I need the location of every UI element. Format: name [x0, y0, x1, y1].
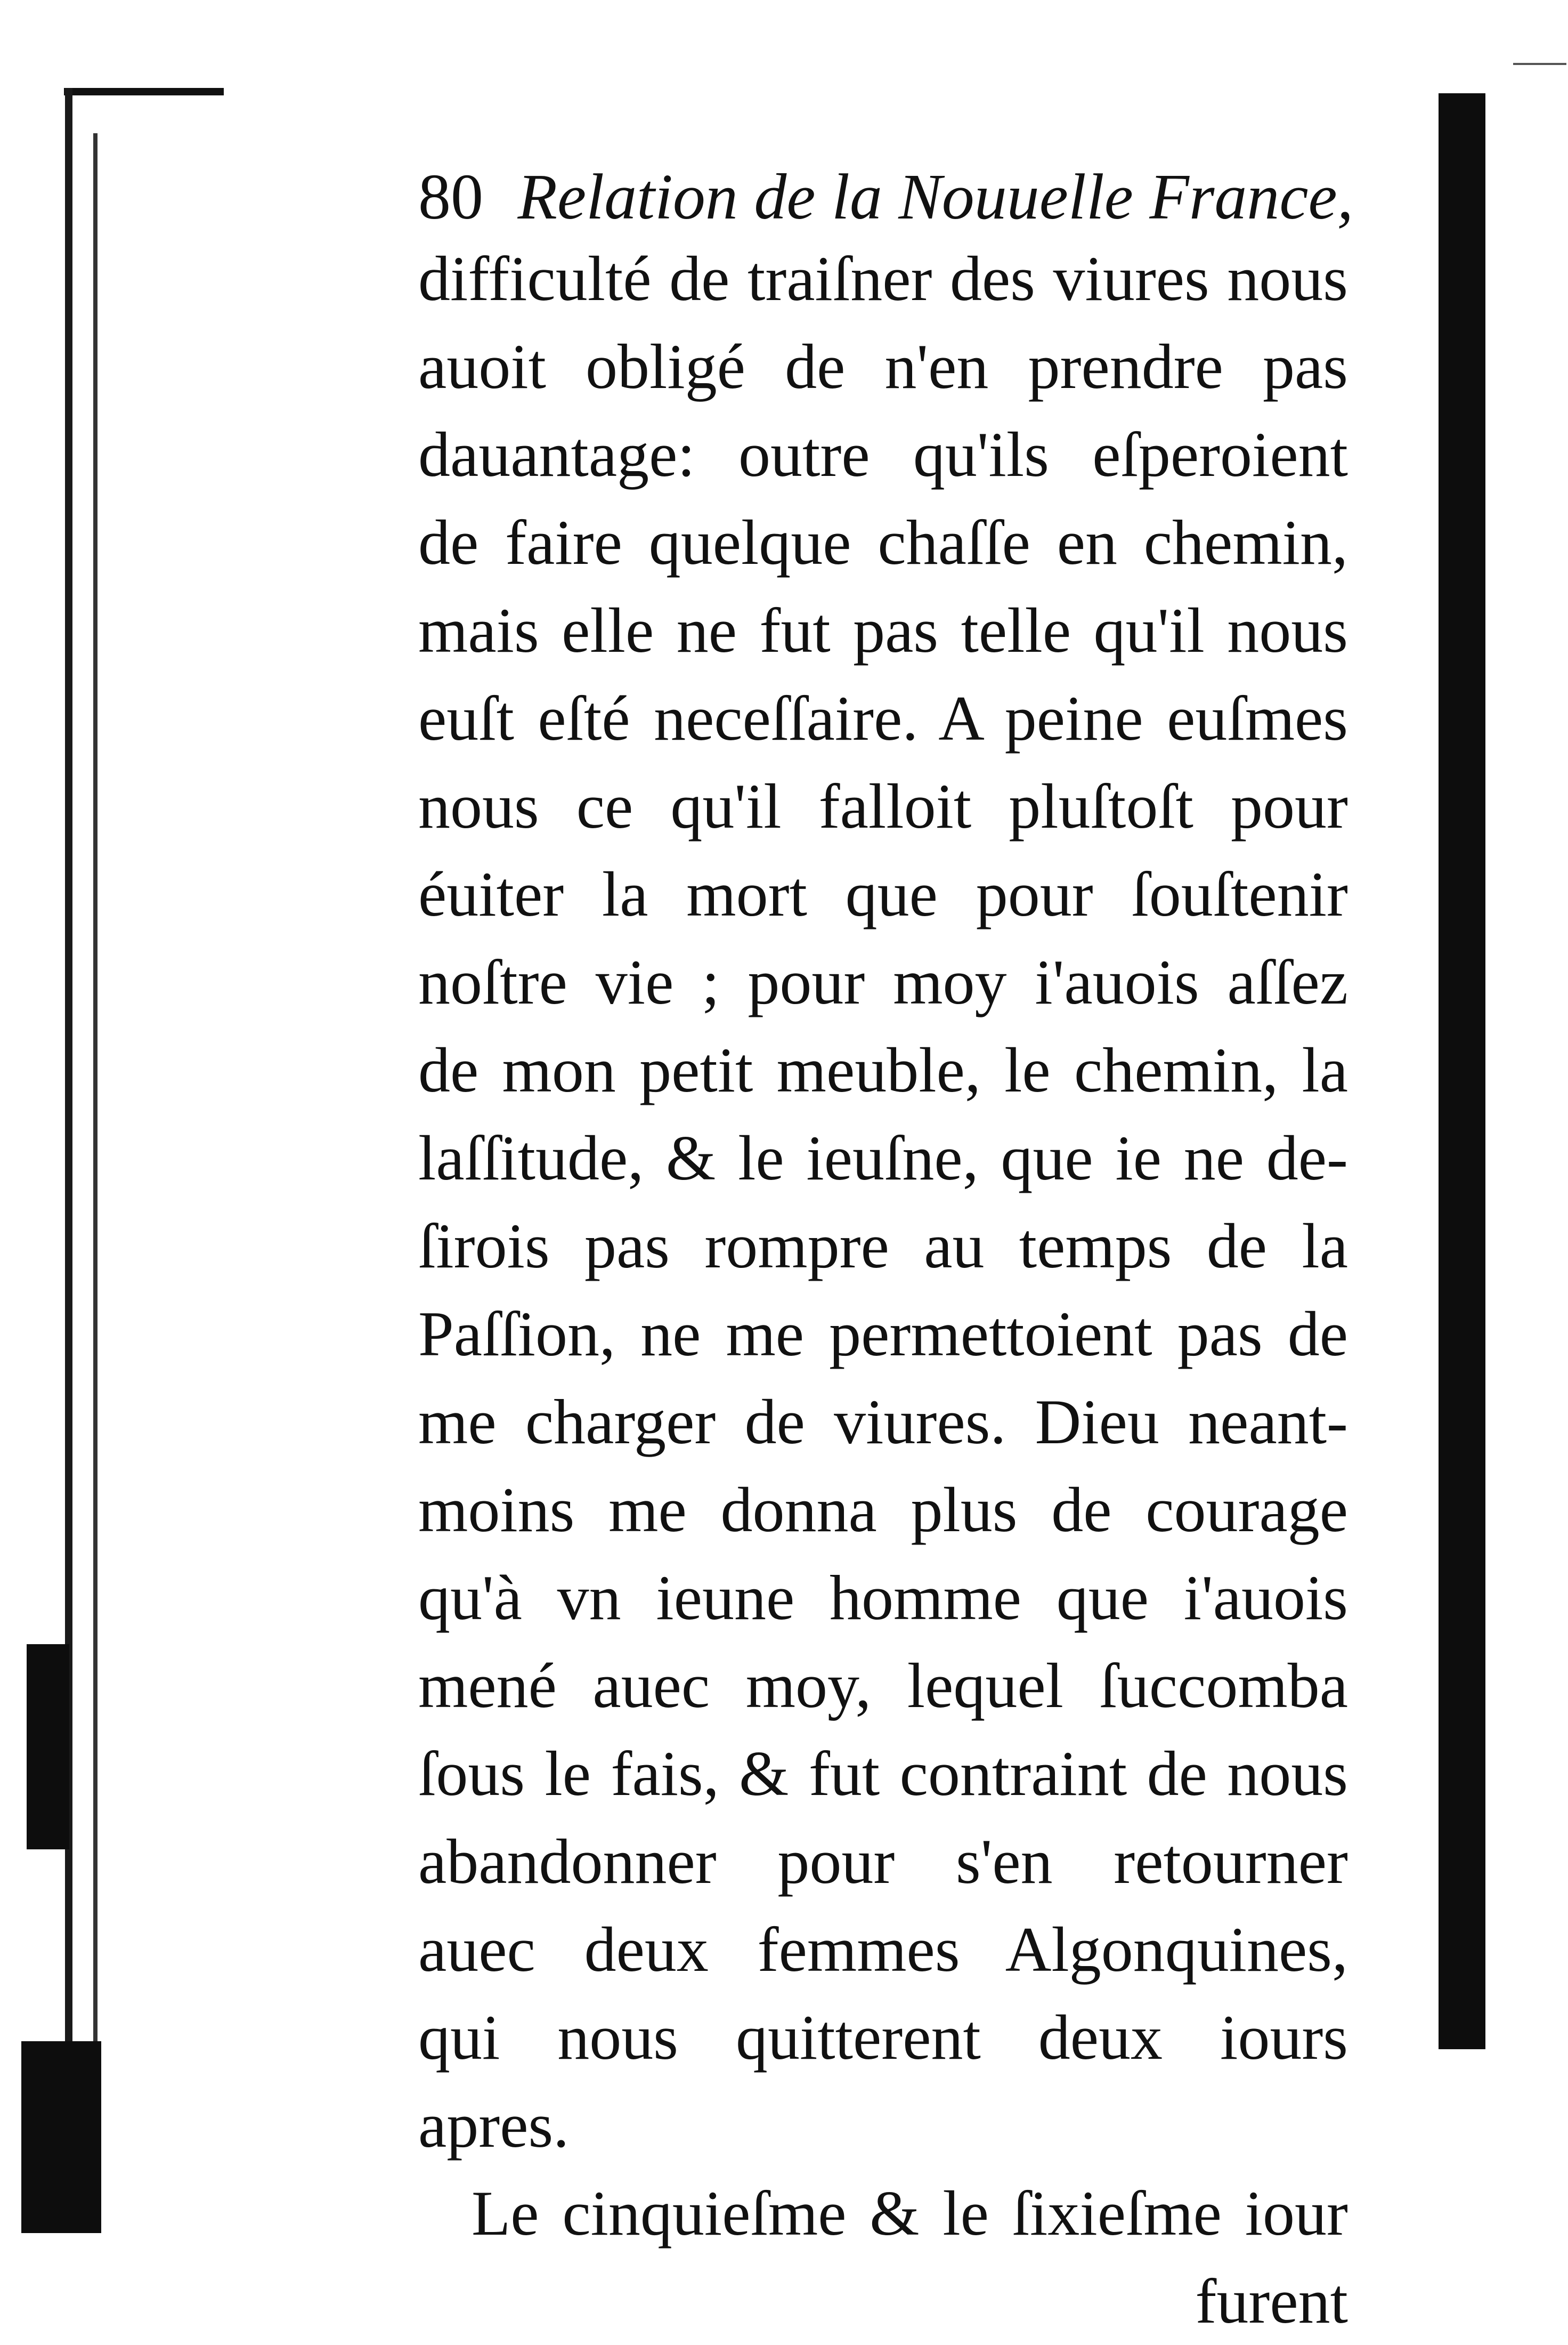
text-line: éuiter la mort que pour ſouſtenir [418, 859, 1348, 929]
scan-shadow-block [21, 2041, 101, 2233]
paragraph-start-line: Le cinquieſme & le ſixieſme iour [472, 2178, 1348, 2249]
text-line: moins me donna plus de courage [418, 1474, 1348, 1545]
text-line: qu'à vn ieune homme que i'auois [418, 1562, 1348, 1633]
text-line: euſt eſté neceſſaire. A peine euſmes [418, 683, 1348, 754]
text-line: Paſſion, ne me permettoient pas de [418, 1298, 1348, 1369]
body-text [418, 234, 1348, 2345]
text-line: mais elle ne fut pas telle qu'il nous [418, 595, 1348, 666]
page-number: 80 [418, 161, 483, 233]
text-line: qui nous quitterent deux iours [418, 2002, 1348, 2073]
scan-binding-shadow [1439, 93, 1485, 2049]
text-line: dauantage: outre qu'ils eſperoient [418, 419, 1348, 490]
text-line: nous ce qu'il falloit pluſtoſt pour [418, 771, 1348, 842]
text-line: auec deux femmes Algonquines, [418, 1914, 1348, 1985]
text-line: apres. [418, 2090, 570, 2161]
text-line: ſous le fais, & fut contraint de nous [418, 1738, 1348, 1809]
text-line: de mon petit meuble, le chemin, la [418, 1034, 1348, 1105]
scan-edge-left-inner [93, 133, 98, 2185]
text-line: de faire quelque chaſſe en chemin, [418, 507, 1348, 578]
text-line: auoit obligé de n'en prendre pas [418, 331, 1348, 402]
page-header [418, 163, 1361, 232]
scan-edge-rule [1513, 63, 1566, 65]
catchword: furent [1195, 2266, 1348, 2336]
text-line: ſirois pas rompre au temps de la [418, 1210, 1348, 1281]
running-title: Relation de la Nouuelle France, [517, 161, 1354, 233]
scan-edge-left [65, 88, 72, 2188]
text-line: laſſitude, & le ieuſne, que ie ne de- [418, 1122, 1348, 1193]
text-line: noſtre vie ; pour moy i'auois aſſez [418, 947, 1348, 1017]
text-line: difficulté de traiſner des viures nous [418, 243, 1348, 314]
text-line: abandonner pour s'en retourner [418, 1826, 1348, 1897]
text-line: mené auec moy, lequel ſuccomba [418, 1650, 1348, 1721]
text-line: me charger de viures. Dieu neant- [418, 1386, 1348, 1457]
scan-edge-top [64, 88, 224, 95]
scan-shadow-block [27, 1644, 69, 1849]
